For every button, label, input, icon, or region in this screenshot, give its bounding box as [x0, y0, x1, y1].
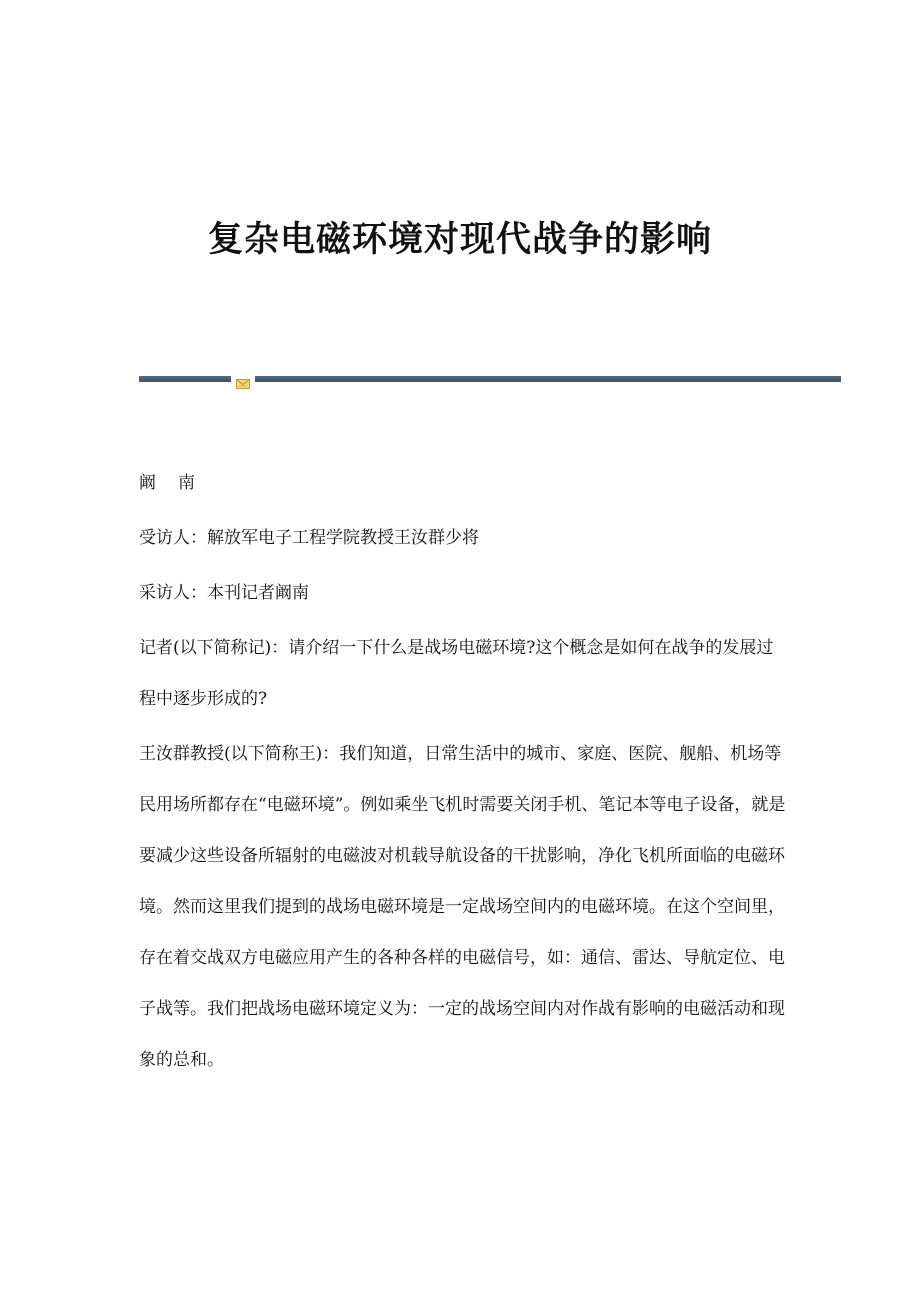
question-paragraph: 记者(以下简称记)：请介绍一下什么是战场电磁环境?这个概念是如何在战争的发展过程中逐步形成的? — [139, 638, 774, 709]
envelope-icon — [236, 374, 250, 384]
title-divider — [139, 374, 841, 384]
interviewer-line: 采访人：本刊记者阚南 — [139, 583, 309, 603]
divider-bar-left — [139, 376, 231, 382]
interviewee-line: 受访人：解放军电子工程学院教授王汝群少将 — [139, 528, 479, 548]
author-line — [139, 470, 789, 496]
article-body — [139, 470, 789, 1102]
answer-paragraph: 王汝群教授(以下简称王)：我们知道，日常生活中的城市、家庭、医院、舰船、机场等民用场所都存在“电磁环境”。例如乘坐飞机时需要关闭手机、笔记本等电子设备，就是要减少这些设备所辐射的电磁波对机载导航设备的干扰影响，净化飞机所面临的电磁环境。然而这里我们提到的战场电磁环境是一定战场空间内的电磁环境。在这个空间里，存在着交战双方电磁应用产生的各种各样的电磁信号，如：通信、雷达、导航定位、电子战等。我们把战场电磁环境定义为：一定的战场空间内对作战有影响的电磁活动和现象的总和。 — [139, 744, 786, 1070]
author-char-2: 南 — [178, 473, 195, 493]
document-title: 复杂电磁环境对现代战争的影响 — [207, 219, 712, 260]
author-char-1: 阚 — [139, 473, 156, 493]
divider-bar-right — [255, 376, 841, 382]
